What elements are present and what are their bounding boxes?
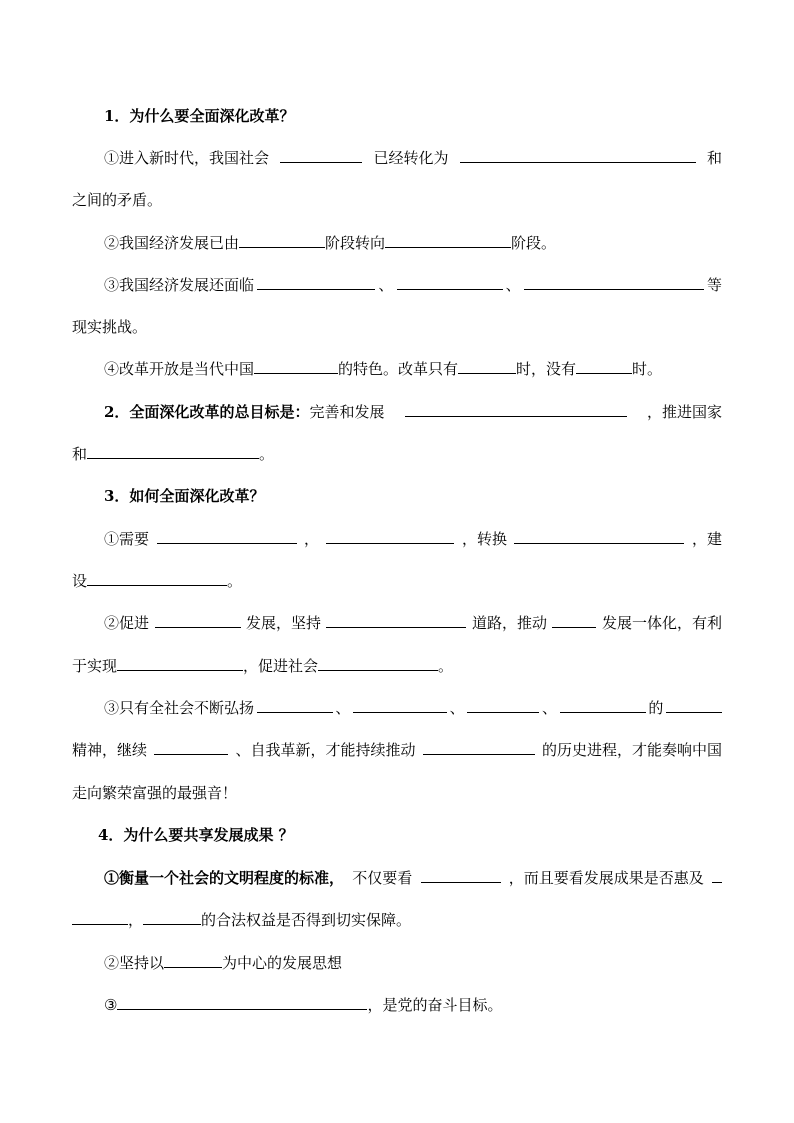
blank[interactable] <box>467 697 539 713</box>
blank[interactable] <box>552 612 596 628</box>
blank[interactable] <box>257 697 333 713</box>
blank[interactable] <box>155 612 241 628</box>
blank[interactable] <box>421 867 501 883</box>
question-2-title: 2．全面深化改革的总目标是： <box>104 403 310 421</box>
blank[interactable] <box>117 655 243 671</box>
blank[interactable] <box>385 232 511 248</box>
blank[interactable] <box>326 528 454 544</box>
blank[interactable] <box>257 274 375 290</box>
blank[interactable] <box>154 739 228 755</box>
q1-line-4: ③我国经济发展还面临 、 、 等 <box>104 276 722 294</box>
q1-line-1: ①进入新时代，我国社会 已经转化为 和 <box>104 149 722 167</box>
blank[interactable] <box>712 867 722 883</box>
q1-line-3: ②我国经济发展已由 阶段转向 阶段。 <box>104 234 557 252</box>
q3-line-7: 走向繁荣富强的最强音！ <box>72 784 238 802</box>
blank[interactable] <box>560 697 646 713</box>
blank[interactable] <box>157 528 297 544</box>
blank[interactable] <box>524 274 704 290</box>
blank[interactable] <box>405 401 627 417</box>
question-1-title: 1．为什么要全面深化改革？ <box>104 107 295 125</box>
q3-line-6: 精神，继续 、自我革新，才能持续推动 的历史进程，才能奏响中国 <box>72 741 722 759</box>
blank[interactable] <box>353 697 447 713</box>
blank[interactable] <box>239 232 325 248</box>
q4-line-4: ③ ，是党的奋斗目标。 <box>104 996 503 1014</box>
blank[interactable] <box>460 147 696 163</box>
blank[interactable] <box>423 739 535 755</box>
q4-line-1: ①衡量一个社会的文明程度的标准， 不仅要看 ，而且要看发展成果是否惠及 <box>104 866 722 890</box>
blank[interactable] <box>576 358 632 374</box>
blank[interactable] <box>87 570 227 586</box>
q1-line-2: 之间的矛盾。 <box>72 191 163 209</box>
blank[interactable] <box>458 358 516 374</box>
q1-line-6: ④改革开放是当代中国 的特色。改革只有 时，没有 时。 <box>104 360 663 378</box>
q4-line-3: ②坚持以 为中心的发展思想 <box>104 954 343 972</box>
blank[interactable] <box>254 358 338 374</box>
blank[interactable] <box>87 443 259 459</box>
q3-line-5: ③只有全社会不断弘扬 、 、 、 的 <box>104 696 722 720</box>
q3-line-4: 于实现 ，促进社会 。 <box>72 657 454 675</box>
blank[interactable] <box>143 909 201 925</box>
q3-line-3: ②促进 发展，坚持 道路，推动 发展一体化，有利 <box>104 614 722 632</box>
blank[interactable] <box>666 697 722 713</box>
q1-line-5: 现实挑战。 <box>72 318 148 336</box>
blank[interactable] <box>280 147 362 163</box>
blank[interactable] <box>326 612 466 628</box>
blank[interactable] <box>514 528 684 544</box>
question-3-title: 3．如何全面深化改革？ <box>104 487 265 505</box>
blank[interactable] <box>164 952 222 968</box>
question-2-line-2: 和 。 <box>72 445 275 463</box>
blank[interactable] <box>318 655 438 671</box>
blank[interactable] <box>72 909 128 925</box>
q4-line-2: ， 的合法权益是否得到切实保障。 <box>72 908 722 932</box>
q3-line-1: ①需要 ， ，转换 ，建 <box>104 530 722 548</box>
blank[interactable] <box>397 274 503 290</box>
question-2-line-1: 2．全面深化改革的总目标是：完善和发展 ，推进国家 <box>104 403 722 421</box>
blank[interactable] <box>117 994 367 1010</box>
question-4-title: 4．为什么要共享发展成果 ？ <box>98 826 294 844</box>
q3-line-2: 设 。 <box>72 572 243 590</box>
